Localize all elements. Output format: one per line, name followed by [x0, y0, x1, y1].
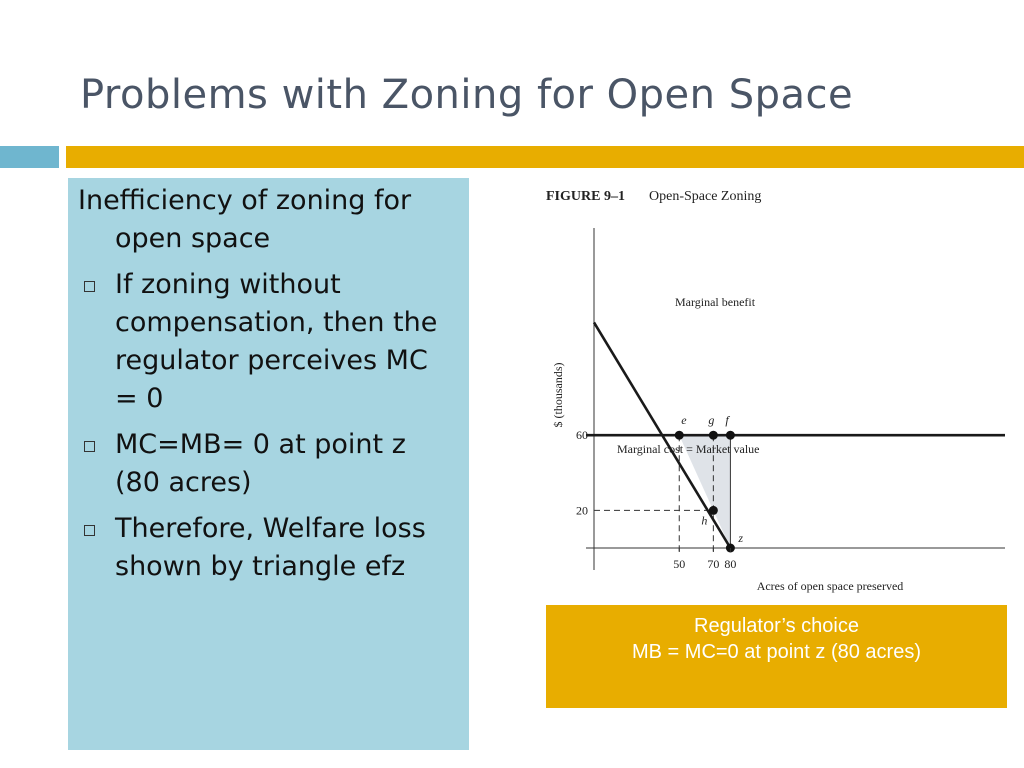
point-e [675, 431, 684, 440]
mc-line-label: Marginal cost = Market value [617, 442, 760, 456]
point-label-g: g [708, 413, 715, 428]
point-label-f: f [725, 413, 729, 428]
mb-curve-label: Marginal benefit [675, 295, 756, 309]
accent-bar-blue [0, 146, 59, 168]
callout-line-1: Regulator’s choice [694, 615, 859, 637]
square-bullet-icon [84, 525, 95, 536]
content-textbox [68, 178, 469, 750]
figure-caption-label: FIGURE 9–1 [546, 189, 625, 204]
bullet-text: If zoning without compensation, then the regulator perceives MC = 0 [115, 269, 438, 414]
x-tick-label: 70 [707, 557, 720, 571]
figure-caption-title: Open-Space Zoning [649, 189, 762, 204]
accent-bar-gold [66, 146, 1024, 168]
square-bullet-icon [84, 441, 95, 452]
bullet-item [78, 426, 451, 502]
bullet-text: Therefore, Welfare loss shown by triangle efz [115, 513, 426, 582]
point-label-e: e [681, 413, 687, 428]
square-bullet-icon [84, 281, 95, 292]
point-h [709, 506, 718, 515]
point-f [726, 431, 735, 440]
callout-line-2: MB = MC=0 at point z (80 acres) [631, 641, 921, 663]
point-label-h: h [701, 513, 708, 528]
plot-area [576, 228, 1005, 571]
lead-text: Inefficiency of zoning for open space [78, 185, 412, 254]
slide-title: Problems with Zoning for Open Space [80, 72, 854, 118]
x-tick-label: 50 [673, 557, 686, 571]
x-axis-title: Acres of open space preserved [756, 579, 904, 593]
regulator-choice-callout [546, 605, 1007, 708]
bullet-item [78, 266, 451, 418]
point-g [709, 431, 718, 440]
bullet-item [78, 510, 451, 586]
point-label-z: z [738, 531, 744, 545]
x-tick-label: 80 [724, 557, 737, 571]
y-tick-label: 20 [576, 503, 588, 518]
y-tick-label: 60 [576, 428, 588, 443]
open-space-zoning-figure [530, 180, 1010, 600]
bullet-list [78, 266, 451, 586]
bullet-text: MC=MB= 0 at point z (80 acres) [115, 429, 406, 498]
y-axis-title: $ (thousands) [551, 362, 565, 428]
